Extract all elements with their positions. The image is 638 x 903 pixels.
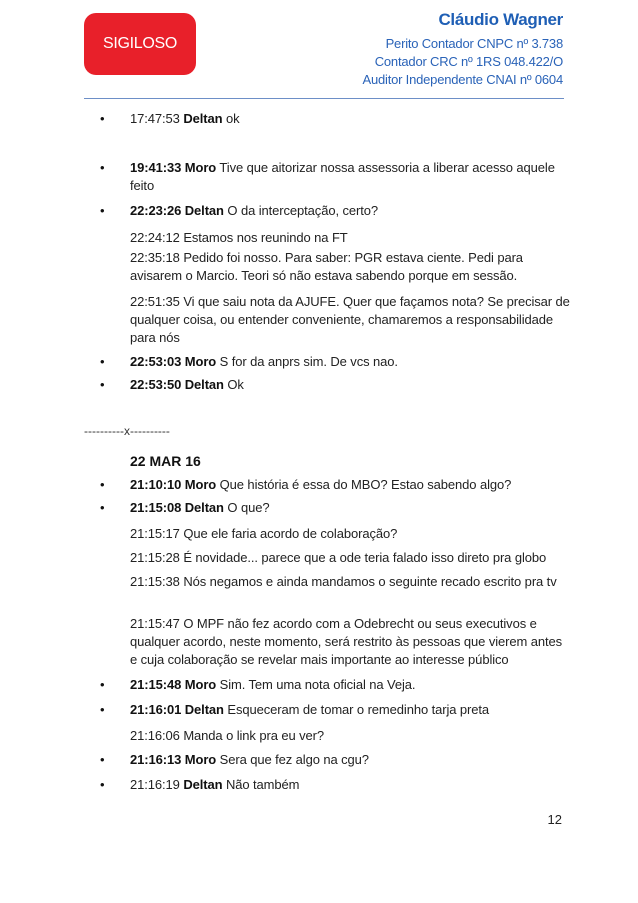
bullet: • [100, 203, 105, 218]
letterhead [362, 10, 563, 89]
author-name: Cláudio Wagner [438, 10, 563, 29]
message-entry: 22:51:35 Vi que saiu nota da AJUFE. Quer que façamos nota? Se precisar de qualquer coisa, ou entender conveniente, chamaremos a responsabilidade para nós [130, 294, 570, 345]
message-entry: 21:15:48 Moro Sim. Tem uma nota oficial na Veja. [130, 677, 416, 692]
date-heading: 22 MAR 16 [130, 453, 201, 469]
bullet: • [100, 752, 105, 767]
message-entry: 22:53:50 Deltan Ok [130, 377, 244, 392]
bullet: • [100, 777, 105, 792]
bullet: • [100, 702, 105, 717]
header-divider [84, 98, 564, 99]
bullet: • [100, 477, 105, 492]
message-entry: 21:15:38 Nós negamos e ainda mandamos o seguinte recado escrito pra tv [130, 574, 557, 589]
message-entry: 21:15:08 Deltan O que? [130, 500, 270, 515]
credential-line-1: Perito Contador CNPC nº 3.738 [385, 36, 563, 51]
section-separator: ----------x---------- [84, 424, 170, 438]
message-entry: 21:16:06 Manda o link pra eu ver? [130, 728, 324, 743]
message-entry: 21:16:13 Moro Sera que fez algo na cgu? [130, 752, 369, 767]
message-entry: 17:47:53 Deltan ok [130, 111, 240, 126]
credential-line-2: Contador CRC nº 1RS 048.422/O [374, 54, 563, 69]
message-entry: 21:16:19 Deltan Não também [130, 777, 300, 792]
message-entry: 21:10:10 Moro Que história é essa do MBO? Estao sabendo algo? [130, 477, 512, 492]
message-entry: 22:23:26 Deltan O da interceptação, certo? [130, 203, 379, 218]
message-entry: 19:41:33 Moro Tive que aitorizar nossa assessoria a liberar acesso aquele feito [130, 160, 555, 193]
message-entry: 22:24:12 Estamos nos reunindo na FT [130, 230, 348, 245]
bullet: • [100, 354, 105, 369]
bullet: • [100, 500, 105, 515]
bullet: • [100, 677, 105, 692]
message-entry: 21:15:28 É novidade... parece que a ode teria falado isso direto pra globo [130, 550, 547, 565]
page-number: 12 [547, 812, 562, 827]
message-entry: 21:15:17 Que ele faria acordo de colaboração? [130, 526, 398, 541]
bullet: • [100, 111, 105, 126]
credential-line-3: Auditor Independente CNAI nº 0604 [362, 72, 563, 87]
message-entry: 22:53:03 Moro S for da anprs sim. De vcs nao. [130, 354, 398, 369]
message-entry: 21:15:47 O MPF não fez acordo com a Odebrecht ou seus executivos e qualquer acordo, neste momento, será restrito às pessoas que vierem antes e cuja colaboração se revelar mais importante ao interesse público [130, 616, 563, 667]
bullet: • [100, 377, 105, 392]
message-entry: 22:35:18 Pedido foi nosso. Para saber: PGR estava ciente. Pedi para avisarem o Marcio. Teori só não estava sabendo porque em sessão. [130, 250, 523, 283]
bullet: • [100, 160, 105, 175]
sigiloso-stamp: SIGILOSO [84, 13, 196, 75]
message-entry: 21:16:01 Deltan Esqueceram de tomar o remedinho tarja preta [130, 702, 490, 717]
